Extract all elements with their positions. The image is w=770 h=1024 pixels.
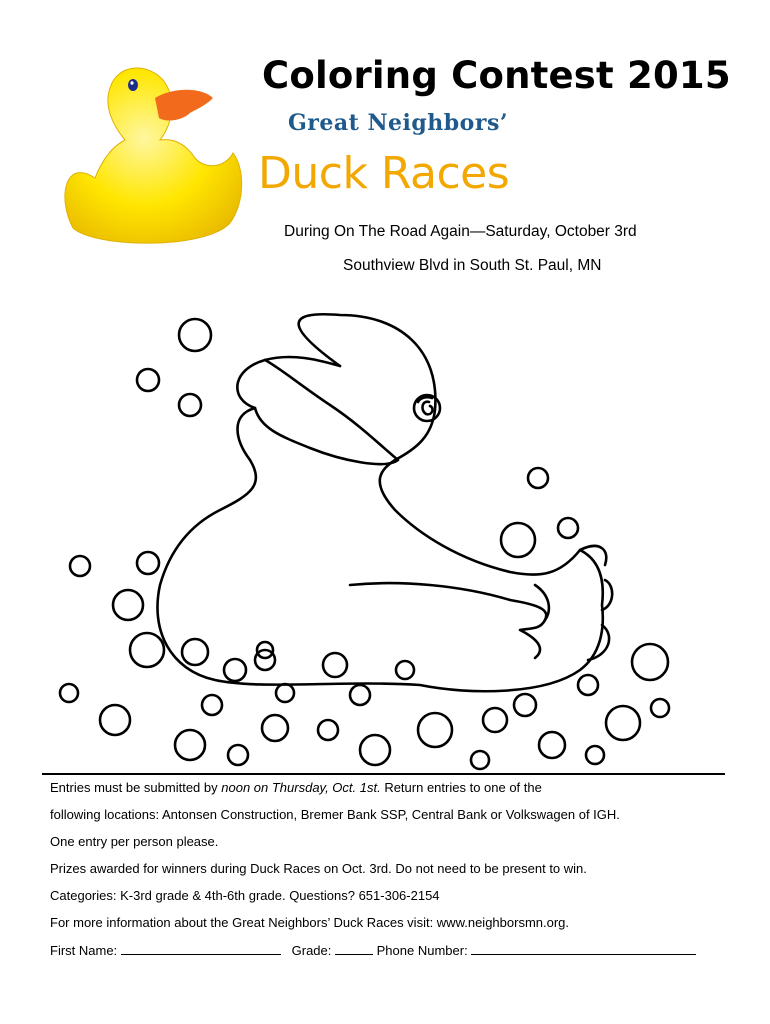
grade-field[interactable] [335, 942, 373, 955]
info-line-submission [50, 780, 740, 807]
phone-label: Phone Number: [376, 943, 468, 958]
first-name-label: First Name: [50, 943, 118, 958]
grade-label: Grade: [291, 943, 332, 958]
page-title: Coloring Contest 2015 [262, 54, 731, 97]
event-brand: Duck Races [258, 148, 510, 199]
info-line-categories: Categories: K-3rd grade & 4th-6th grade. Questions? 651-306-2154 [50, 888, 440, 903]
info-line-prizes: Prizes awarded for winners during Duck Races on Oct. 3rd. Do not need to be present to win. [50, 861, 587, 876]
organization-name: Great Neighbors’ [288, 110, 508, 136]
info-text: Entries must be submitted by [50, 780, 222, 795]
deadline-text: noon on Thursday, Oct. 1st. [221, 780, 381, 795]
info-line-entry-limit: One entry per person please. [50, 834, 219, 849]
duck-coloring-outline [40, 310, 730, 775]
divider-line [42, 773, 725, 775]
rubber-duck-logo-icon [55, 58, 255, 248]
info-text: Return entries to one of the [380, 780, 542, 795]
info-line-locations: following locations: Antonsen Construction, Bremer Bank SSP, Central Bank or Volkswagen of IGH. [50, 807, 620, 822]
entry-form-line [50, 942, 740, 969]
first-name-field[interactable] [121, 942, 281, 955]
contest-info [50, 780, 740, 969]
event-date-line: During On The Road Again—Saturday, October 3rd [284, 223, 637, 240]
phone-number-field[interactable] [471, 942, 696, 955]
info-line-website: For more information about the Great Neighbors’ Duck Races visit: www.neighborsmn.org. [50, 915, 570, 930]
event-location-line: Southview Blvd in South St. Paul, MN [343, 257, 602, 274]
